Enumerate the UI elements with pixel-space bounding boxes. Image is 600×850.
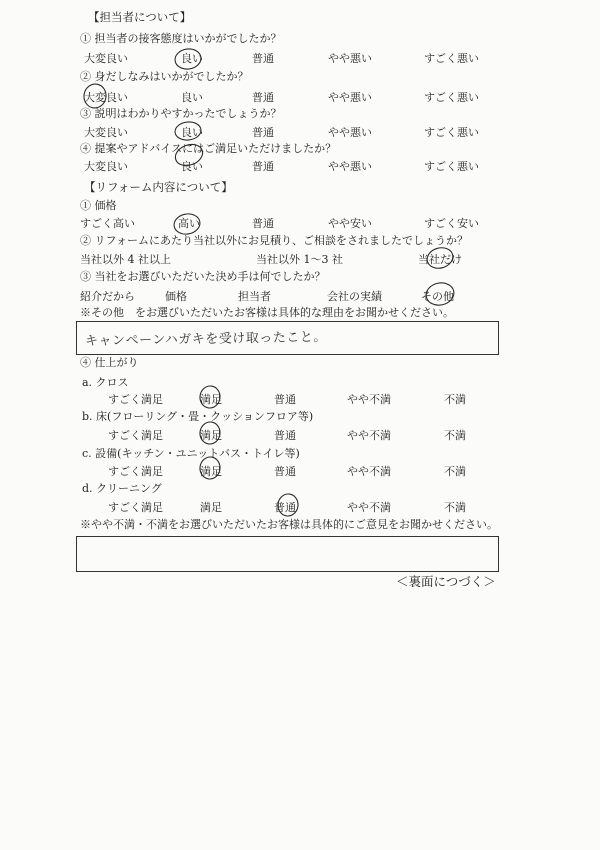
q3-opt-1: 大変良い [84,126,128,139]
q1-opt-3: 普通 [252,52,274,65]
q1-opt-5: すごく悪い [424,52,479,65]
finish-b-opt-3: 普通 [274,429,296,442]
q4-opt-3: 普通 [252,160,274,173]
complaint-note: ※やや不満・不満をお選びいただいたお客様は具体的にご意見をお聞かせください。 [80,518,498,531]
price-opt-1: すごく高い [80,217,135,230]
finish-c-opt-1: すごく満足 [108,465,163,478]
finish-d-opt-1: すごく満足 [108,501,163,514]
q2-opt-4: やや悪い [328,91,372,104]
q2-opt-3: 普通 [252,91,274,104]
q1-opt-2: 良い [181,52,203,65]
q3-opt-5: すごく悪い [424,126,479,139]
price-opt-2: 高い [178,217,200,230]
finish-b-opt-2: 満足 [200,429,222,442]
section2-heading: 【リフォーム内容について】 [84,180,233,194]
q4-opt-5: すごく悪い [424,160,479,173]
reason-opt-2: 価格 [165,290,187,303]
q1-opt-1: 大変良い [84,52,128,65]
finish-b-opt-1: すごく満足 [108,429,163,442]
section1-q3: ③ 説明はわかりやすかったでしょうか？ [80,107,282,120]
section1-q4: ④ 提案やアドバイスにはご満足いただけましたか？ [80,142,337,155]
finish-c-opt-4: やや不満 [347,465,391,478]
price-opt-3: 普通 [252,217,274,230]
reason-opt-5: その他 [421,290,454,303]
finish-d-opt-3: 普通 [274,501,296,514]
estimate-question: ② リフォームにあたり当社以外にお見積り、ご相談をされましたでしょうか？ [80,234,468,247]
finish-d-opt-4: やや不満 [347,501,391,514]
other-reason-answer: キャンペーンハガキを受け取ったこと。 [84,329,327,350]
q2-opt-2: 良い [181,91,203,104]
finish-d-opt-2: 満足 [200,501,222,514]
finish-c-opt-2: 満足 [200,465,222,478]
section1-q2: ② 身だしなみはいかがでしたか？ [80,70,249,83]
reason-opt-4: 会社の実績 [327,290,382,303]
finish-d-label: d. クリーニング [82,482,162,495]
finish-c-opt-5: 不満 [444,465,466,478]
finish-question: ④ 仕上がり [80,356,139,369]
q2-opt-1: 大変良い [84,91,128,104]
q3-opt-3: 普通 [252,126,274,139]
q3-opt-4: やや悪い [328,126,372,139]
estimate-opt-2: 当社以外 1～3 社 [256,253,343,266]
q1-opt-4: やや悪い [328,52,372,65]
finish-a-opt-1: すごく満足 [108,393,163,406]
finish-b-opt-5: 不満 [444,429,466,442]
reason-opt-1: 紹介だから [80,290,135,303]
price-opt-5: すごく安い [424,217,479,230]
finish-a-opt-3: 普通 [274,393,296,406]
finish-a-label: a. クロス [82,376,129,389]
complaint-box[interactable] [76,536,499,572]
finish-b-opt-4: やや不満 [347,429,391,442]
finish-a-opt-5: 不満 [444,393,466,406]
q3-opt-2: 良い [181,126,203,139]
finish-b-label: b. 床(フローリング・畳・クッションフロア等) [82,410,314,423]
finish-c-opt-3: 普通 [274,465,296,478]
continue-note: ＜裏面につづく＞ [396,574,496,589]
section1-q1: ① 担当者の接客態度はいかがでしたか？ [80,32,282,45]
reason-question: ③ 当社をお選びいただいた決め手は何でしたか？ [80,270,326,283]
other-note: ※その他 をお選びいただいたお客様は具体的な理由をお聞かせください。 [80,306,454,319]
price-question: ① 価格 [80,199,117,212]
q4-opt-1: 大変良い [84,160,128,173]
q2-opt-5: すごく悪い [424,91,479,104]
q4-opt-4: やや悪い [328,160,372,173]
finish-d-opt-5: 不満 [444,501,466,514]
finish-a-opt-4: やや不満 [347,393,391,406]
other-reason-box[interactable] [76,321,499,355]
finish-c-label: c. 設備(キッチン・ユニットバス・トイレ等) [82,447,300,460]
section1-heading: 【担当者について】 [88,10,192,24]
finish-a-opt-2: 満足 [200,393,222,406]
estimate-opt-3: 当社だけ [418,253,462,266]
reason-opt-3: 担当者 [238,290,271,303]
estimate-opt-1: 当社以外 4 社以上 [80,253,171,266]
q4-opt-2: 良い [181,160,203,173]
price-opt-4: やや安い [328,217,372,230]
